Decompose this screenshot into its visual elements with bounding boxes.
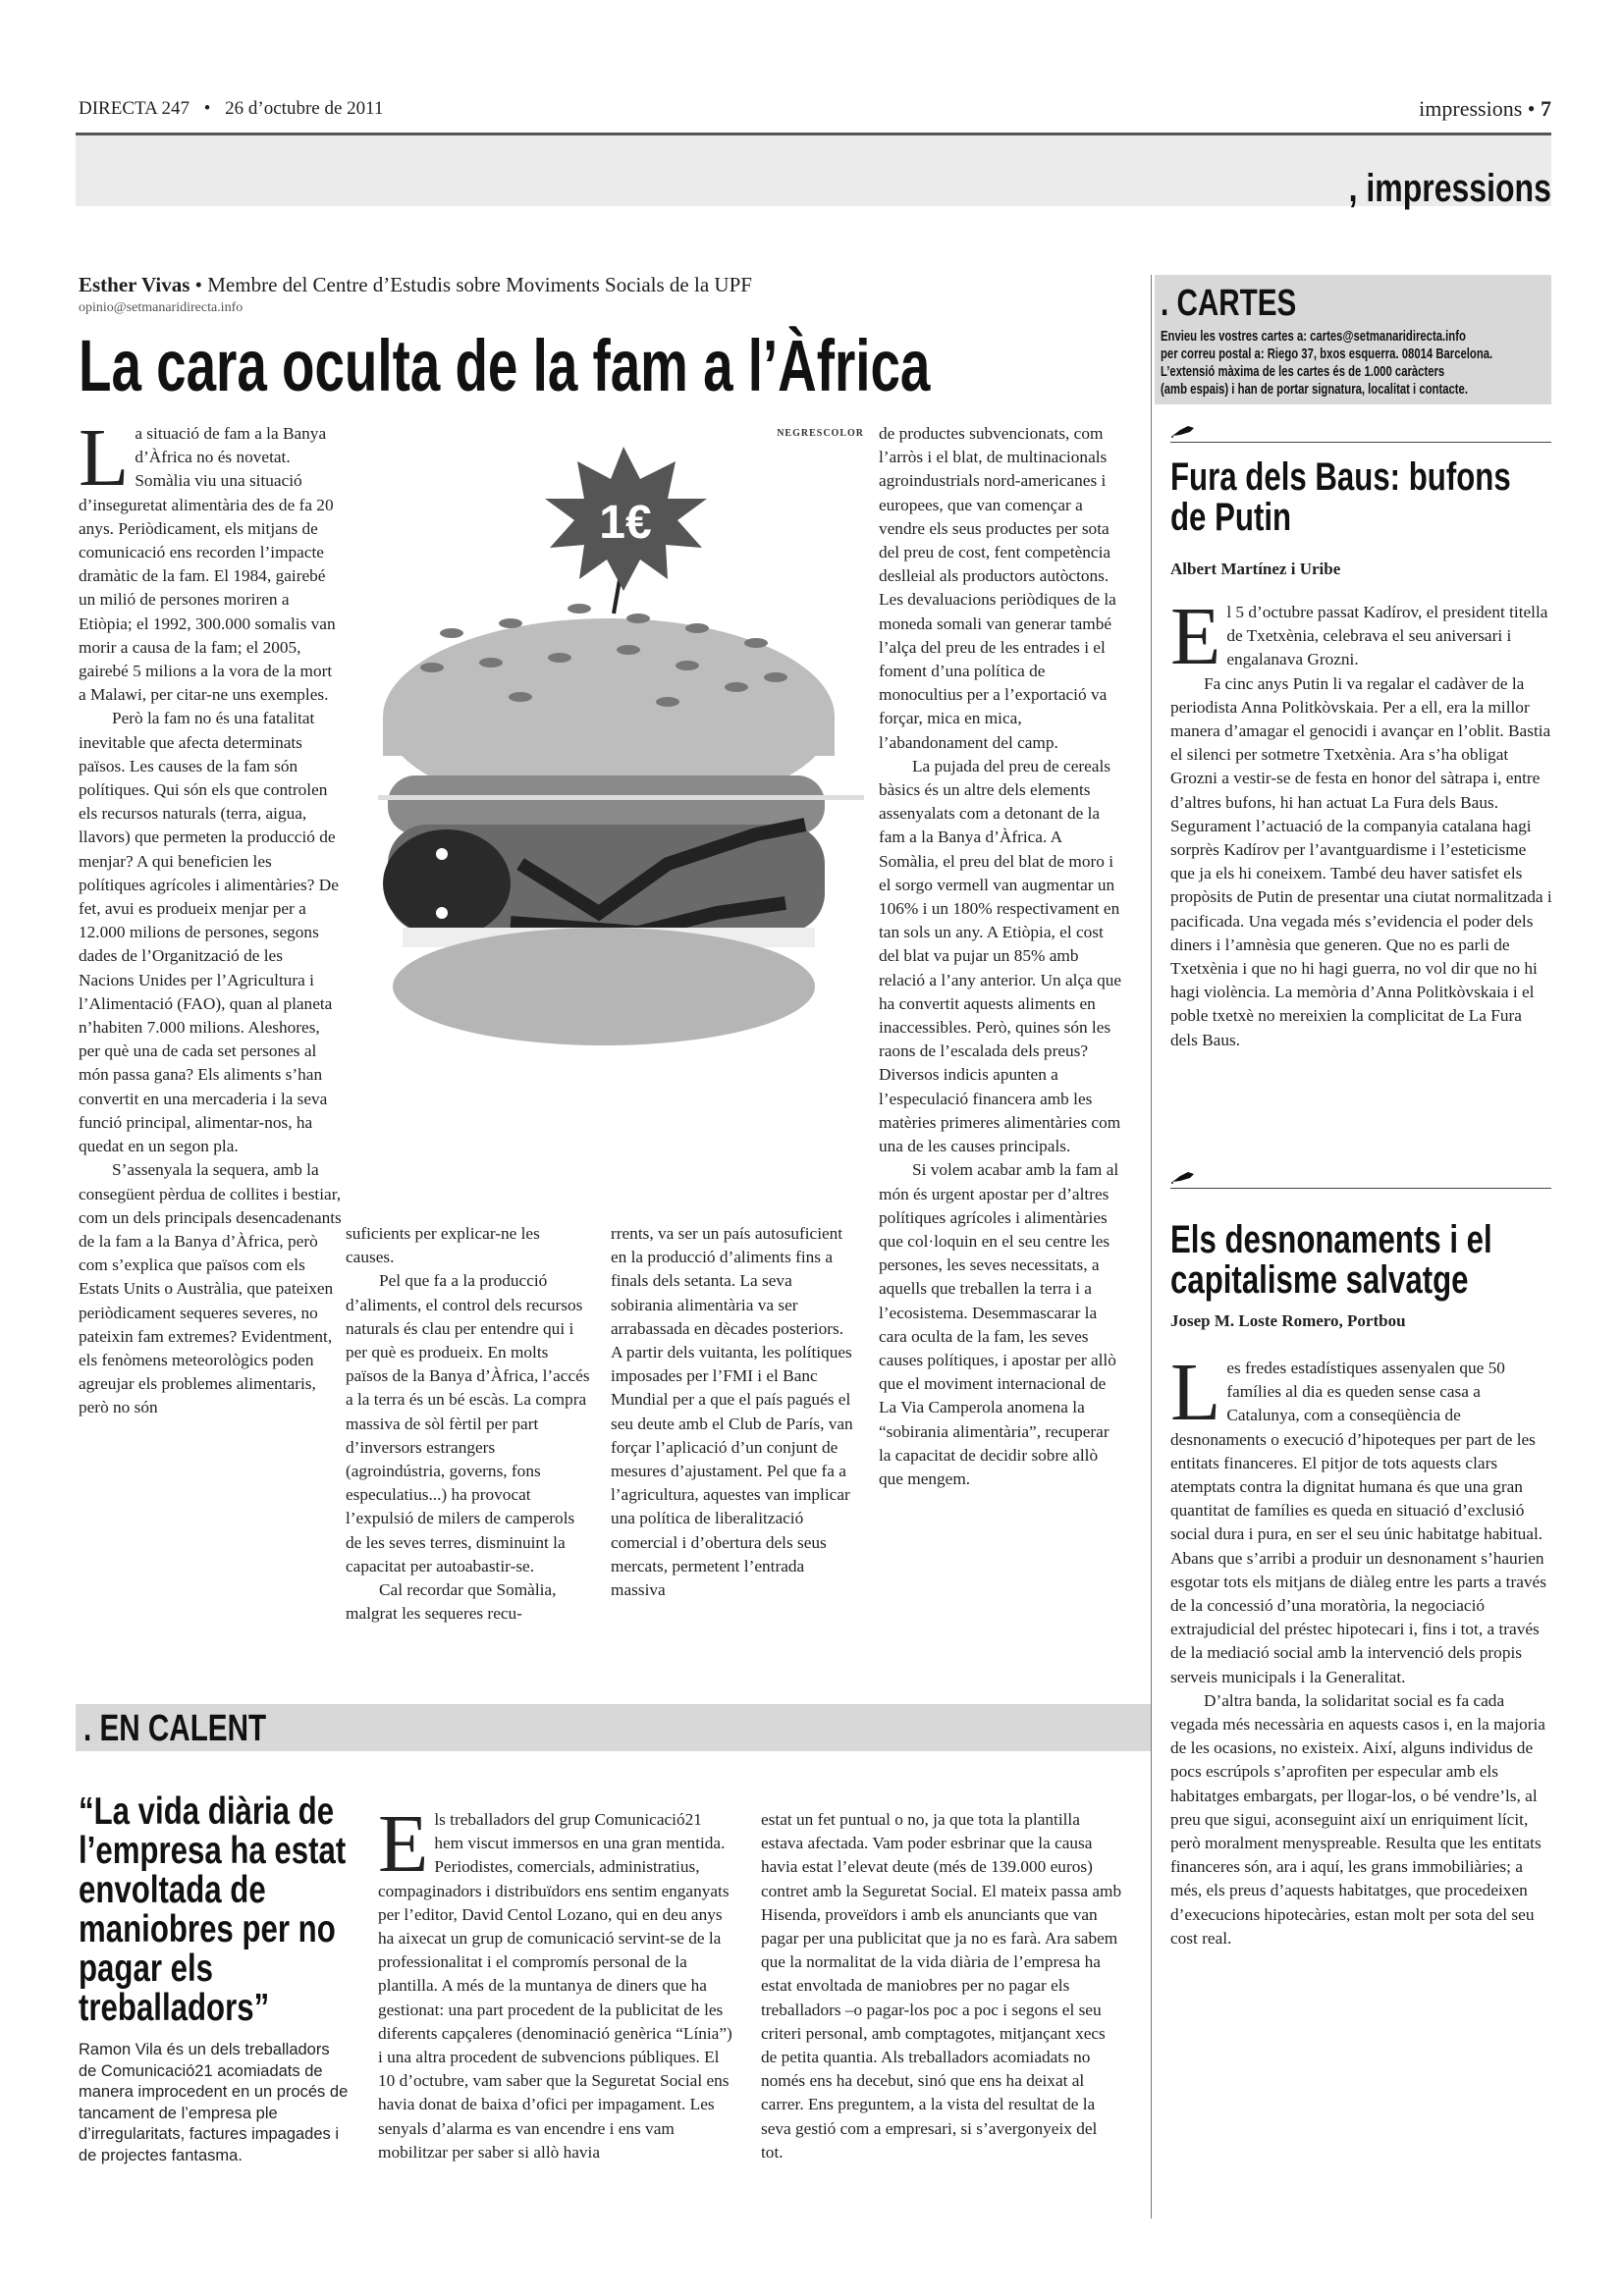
folio-left [79,98,383,120]
letter-author: Josep M. Loste Romero, Portbou [1170,1311,1406,1330]
article-column-2 [346,1222,591,1626]
section-banner [76,135,1551,210]
cartes-title: . CARTES [1161,283,1297,324]
en-calent-column-1 [378,1798,733,2164]
section-name: impressions [1419,96,1523,121]
page-number: 7 [1541,96,1551,121]
article-column-3 [611,1222,856,1602]
section-banner-title: , impressions [1348,167,1551,210]
cartes-line: (amb espais) i han de portar signatura, localitat i contacte. [1161,382,1468,398]
bird-icon [1170,1170,1196,1184]
issue-date: 26 d’octubre de 2011 [225,98,384,119]
author-name: Esther Vivas [79,273,190,296]
column-divider [1151,275,1152,2218]
cartes-line: per correu postal a: Riego 37, bxos esquerra. 08014 Barcelona. [1161,347,1493,362]
figure-head [383,829,511,937]
pull-quote: “La vida diària de l’empresa ha estat envoltada de maniobres per no pagar els treballadors” [79,1790,347,2029]
paragraph: l 5 d’octubre passat Kadírov, el president titella de Txetxènia, celebrava el seu aniversari i engalanava Grozni. [1226,603,1548,669]
author-role: Membre del Centre d’Estudis sobre Moviments Socials de la UPF [207,273,752,296]
paragraph: La pujada del preu de cereals bàsics és un altre dels elements assenyalats com a detonant de la fam a la Banya d’Àfrica. A Somàlia, el preu del blat de moro i el sorgo vermell van augmentar un 106% i un 180% respectivament en tan sols un any. A Etiòpia, el cost del blat va pujar un 85% amb relació a l’any anterior. Un alça que ha convertit aquests aliments en inaccessibles. Però, quines són les raons de l’escalada dels preus? Diversos indicis apunten a l’especulació financera amb les matèries primeres alimentàries com una de les causes principals. [879,756,1122,1156]
paragraph: es fredes estadístiques assenyalen que 50 famílies al dia es queden sense casa a Catalunya, com a conseqüència de desnonaments o execució d’hipoteques per part de les entitats financeres. El pitjor de tots aquests clars atemptats contra la dignitat humana és que una gran quantitat de famílies es queda en situació d’exclusió social dura i pura, en ser el seu únic habitatge habitual. Abans que s’arribi a produir un desnonament s’haurien esgotar tots els mitjans de diàleg entre les parts a través de la concessió d’una moratòria, la negociació extrajudicial del préstec hipotecari i, fins i tot, a través de la mediació social amb la intervenció dels propis serveis municipals i la Generalitat. [1170,1359,1546,1686]
letter-title: Els desnonaments i el capitalisme salvatge [1170,1218,1492,1302]
letter-body [1170,591,1553,1052]
en-calent-band [76,1704,1151,1751]
paragraph: suficients per explicar-ne les causes. [346,1224,540,1267]
letter-rule [1170,1188,1551,1189]
bottom-bun [393,928,815,1045]
paragraph: de productes subvencionats, com l’arròs i el blat, de multinacionals agroindustrials nord-americanes i europees, que van començar a vendre els seus productes per sota del preu de cost, fent competència deslleial als productors autòctons. Les devaluacions periòdiques de la moneda somali van generar també l’alça del preu de les entrades i el foment d’una política de monocultius per a l’exportació va forçar, mica en mica, l’abandonament del camp. [879,424,1116,752]
paragraph: a situació de fam a la Banya d’Àfrica no és novetat. Somàlia viu una situació d’inseguretat alimentària des de fa 20 anys. Periòdicament, els mitjans de comunicació ens recorden l’impacte dramàtic de la fam. El 1984, gairebé un milió de persones moriren a Etiòpia; el 1992, 300.000 somalis van morir a causa de la fam; el 2005, gairebé 5 milions a la vora de la mort a Malawi, per citar-ne uns exemples. [79,424,336,705]
paragraph: D’altra banda, la solidaritat social es fa cada vegada més necessària en aquests casos i, en la majoria de les ocasions, no existeix. Així, alguns individus de pocs escrúpols s’aprofiten per especular amb els habitatges embargats, per llogar-los, o bé vendre’ls, al preu que sigui, aconseguint així un enriquiment lícit, però moralment menyspreable. Resulta que les entitats financeres són, ara i aquí, les grans immobiliàries; a més, els preus d’aquests habitatges, que procedeixen d’execucions hipotecàries, estan molt per sota del seu cost real. [1170,1690,1545,1948]
paragraph: Fa cinc anys Putin li va regalar el cadàver de la periodista Anna Politkòvskaia. Per a ell, era la millor manera d’amagar el genocidi i avançar en l’oblit. Bastia el silenci per sotmetre Txetxènia. Ara s’ha obligat Grozni a vestir-se de festa en honor del sàtrapa i, entre d’altres bufons, hi han actuat La Fura dels Baus. Segurament l’actuació de la companyia catalana hagi sorprès Kadírov per l’avantguardisme i l’esteticisme que ja els hi coneixem. També deu haver satisfet els propòsits de Putin de presentar una ciutat normalitzada i pacificada. Una vegada més s’evidencia el poder dels diners i l’amnèsia que generen. Que no es parli de Txetxènia i que no hi hagi guerra, no vol dir que no hi hagi violència. La memòria d’Anna Politkòvskaia i el poble txetxè no mereixien la complicitat de La Fura dels Baus. [1170,673,1552,1049]
price-tag-text: 1€ [599,497,652,549]
cartes-line: L’extensió màxima de les cartes és de 1.000 caràcters [1161,364,1445,380]
article-column-4 [879,422,1124,1491]
drop-cap: L [1170,1347,1221,1438]
letter-author: Albert Martínez i Uribe [1170,560,1341,578]
cartes-box [1155,275,1551,404]
bird-icon [1170,424,1196,438]
letter-rule [1170,442,1551,443]
paragraph: ls treballadors del grup Comunicació21 hem viscut immersos en una gran mentida. Periodistes, comercials, administratius, compaginadors i distribuïdors ens sentim enganyats per l’editor, David Centol Lozano, qui en deu anys ha aixecat un grup de comunicació servint-se de la professionalitat i el compromís personal de la plantilla. A més de la muntanya de diners que ha gestionat: una part procedent de la publicitat de les diferents capçaleres (denominació genèrica “Línia”) i una altra procedent de subvencions públiques. El 10 d’octubre, vam saber que la Seguretat Social ens havia donat de baixa d’ofici per impagament. Les senyals d’alarma es van encendre i ens vam mobilitzar per saber si allò havia [378,1810,732,2162]
top-bun-base [383,717,835,756]
skewer [378,795,864,800]
cartes-line: Envieu les vostres cartes a: cartes@setmanaridirecta.info [1161,329,1466,345]
drop-cap: E [1170,591,1221,682]
folio-right [1419,96,1551,122]
en-calent-column-2 [761,1808,1122,2164]
paragraph: Pel que fa a la producció d’aliments, el control dels recursos naturals és clau per entendre qui i per què es produeix. En molts països de la Banya d’Àfrica, l’accés a la terra és un bé escàs. La compra massiva de sòl fèrtil per part d’inversors estrangers (agroindústria, governs, fons especulatius...) ha provocat l’expulsió de milers de camperols de les seves terres, disminuint la capacitat per autoabastir-se. [346,1271,590,1575]
article-title: La cara oculta de la fam a l’Àfrica [79,325,931,406]
paragraph: rrents, va ser un país autosuficient en la producció d’aliments fins a finals dels setanta. La seva sobirania alimentària va ser arrabassada en dècades posteriors. A partir dels vuitanta, les polítiques imposades per l’FMI i el Banc Mundial per a que el país pagués el seu deute amb el Club de París, van forçar l’aplicació d’un conjunt de mesures d’ajustament. Pel que fa a l’agricultura, aquestes van implicar una política de liberalització comercial i d’obertura dels seus mercats, permetent l’entrada massiva [611,1224,853,1600]
paragraph: Cal recordar que Somàlia, malgrat les sequeres recu- [346,1580,557,1624]
paragraph: S’assenyala la sequera, amb la consegüent pèrdua de collites i bestiar, com un dels principals desencadenants de la fam a la Banya d’Àfrica, però com s’explica que països com els Estats Units o Austràlia, que pateixen periòdicament sequeres severes, no pateixin fam extremes? Evidentment, els fenòmens meteorològics poden agreujar els problemes alimentaris, però no són [79,1160,342,1417]
en-calent-title: . EN CALENT [83,1708,267,1749]
en-calent-intro: Ramon Vila és un dels treballadors de Comunicació21 acomiadats de manera improcedent en un procés de tancament de l’empresa ple d’irregularitats, factures impagades i de projectes fantasma. [79,2041,349,2164]
author-line [79,273,752,297]
image-credit: NEGRESCOLOR [777,428,864,439]
paragraph: Si volem acabar amb la fam al món és urgent apostar per d’altres polítiques agrícoles i alimentàries que col·loquin en el seu centre les persones, les seves necessitats, a aquells que treballen la terra i a l’ecosistema. Desemmascarar la cara oculta de la fam, les seves causes polítiques, i apostar per allò que el moviment internacional de La Via Camperola anomena la “sobirania alimentària”, recuperar la capacitat de decidir sobre allò que mengem. [879,1160,1119,1488]
cartes-instructions [1161,328,1547,399]
folio-separator: • [1527,96,1536,121]
author-separator: • [194,273,202,296]
article-column-1 [79,412,342,1420]
letter-title: Fura dels Baus: bufons de Putin [1170,455,1511,539]
paragraph: estat un fet puntual o no, ja que tota la plantilla estava afectada. Vam poder esbrinar que la causa havia estat l’elevat deute (més de 139.000 euros) contret amb la Seguretat Social. El mateix passa amb Hisenda, proveïdors i amb els anunciants que van pagar per una publicitat que ja no es farà. Ara sabem que la normalitat de la vida diària de l’empresa ha estat envoltada de maniobres per no pagar els treballadors –o pagar-los poc a poc i segons el seu criteri personal, amb comptagotes, mitjançant xecs de petita quantia. Als treballadors acomiadats no només ens ha decebut, sinó que ens ha deixat al carrer. Ens preguntem, a la vista del resultat de la seva gestió com a empresari, si s’avergonyeix del tot. [761,1810,1122,2162]
article-illustration [344,422,864,1217]
letter-body [1170,1347,1553,1950]
burger-illustration [344,422,864,1217]
drop-cap: E [378,1798,429,1890]
drop-cap: L [79,412,130,504]
author-email[interactable]: opinio@setmanaridirecta.info [79,300,243,315]
paragraph: Però la fam no és una fatalitat inevitable que afecta determinats països. Les causes de la fam són polítiques. Qui són els que controlen els recursos naturals (terra, aigua, llavors) que permeten la producció de menjar? A qui beneficien les polítiques agrícoles i alimentàries? De fet, avui es produeix menjar per a 12.000 milions de persones, segons dades de l’Organització de les Nacions Unides per l’Agricultura i l’Alimentació (FAO), quan al planeta n’habiten 7.000 milions. Aleshores, per què una de cada set persones al món passa gana? Els aliments s’han convertit en una mercaderia i la seva funció principal, alimentar-nos, ha quedat en un segon pla. [79,709,339,1156]
publication-name: DIRECTA 247 [79,98,190,119]
folio-separator: • [203,98,211,119]
